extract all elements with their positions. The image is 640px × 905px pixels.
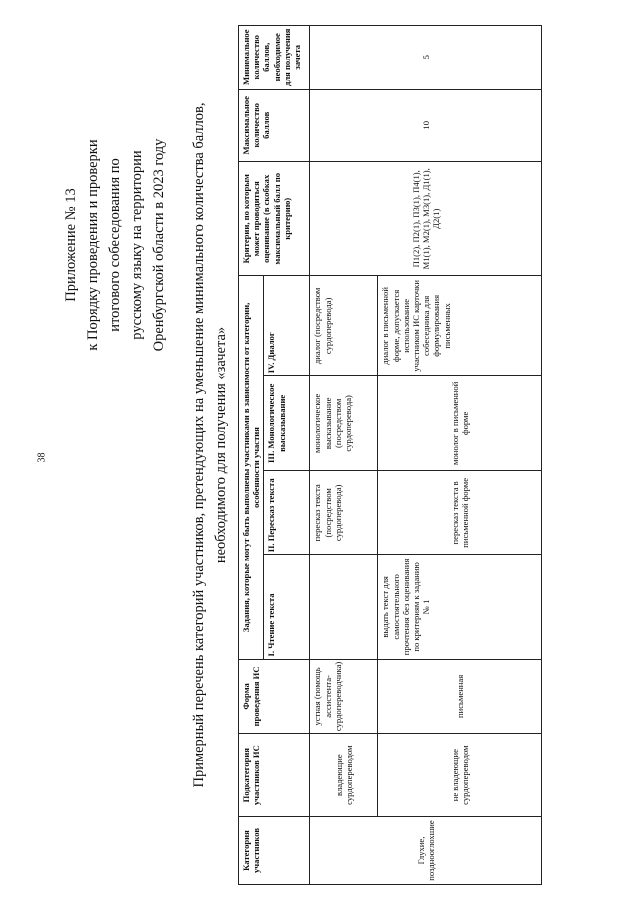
appendix-line: Приложение № 13 — [63, 188, 79, 302]
appendix-line: к Порядку проведения и проверки — [85, 139, 101, 351]
task3-cell: монологическое высказывание (посредством сурдоперевода) — [310, 376, 378, 471]
header-form: Форма проведения ИС — [239, 659, 310, 734]
appendix-line: русскому языку на территории — [129, 150, 145, 340]
header-tasks: Задания, которые могут быть выполнены участниками в зависимости от категории, особенности участия — [239, 276, 264, 659]
header-max-score: Максимальное количество баллов — [239, 89, 310, 162]
task2-cell: пересказ текста в письменной форме — [378, 471, 542, 555]
header-criteria: Критерии, по которым может проводиться оценивание (в скобках максимальный балл по критерию) — [239, 162, 310, 276]
header-task-4: IV. Диалог — [264, 276, 310, 376]
max-score-cell: 10 — [310, 89, 542, 162]
task2-cell: пересказ текста (посредством сурдоперевода) — [310, 471, 378, 555]
header-row-1 — [239, 26, 264, 885]
header-category: Категория участников — [239, 817, 310, 885]
appendix-header — [60, 80, 170, 410]
task1-cell — [310, 555, 378, 659]
table-row — [310, 26, 378, 885]
task1-cell: выдать текст для самостоятельного прочтения без оценивания по критериям к заданию № 1 — [378, 555, 542, 659]
title-line: необходимого для получения «зачета» — [213, 326, 229, 564]
appendix-line: Оренбургской области в 2023 году — [151, 138, 167, 352]
category-cell: Глухие, позднооглохшие — [310, 817, 542, 885]
task4-cell: диалог (посредством сурдоперевода) — [310, 276, 378, 376]
header-task-1: I. Чтение текста — [264, 555, 310, 659]
criteria-cell: П1(2), П2(1), П3(1), П4(1), М1(1), М2(1), М3(1), Д1(1), Д2(1) — [310, 162, 542, 276]
header-task-2: II. Пересказ текста — [264, 471, 310, 555]
document-title — [188, 25, 232, 865]
header-subcategory: Подкатегория участников ИС — [239, 734, 310, 817]
categories-table — [238, 25, 542, 885]
header-task-3: III. Монологическое высказывание — [264, 376, 310, 471]
form-cell: письменная — [378, 659, 542, 734]
subcategory-cell: не владеющие сурдопереводом — [378, 734, 542, 817]
subcategory-cell: владеющие сурдопереводом — [310, 734, 378, 817]
header-min-score: Минимальное количество баллов, необходимое для получения зачета — [239, 26, 310, 90]
title-line: Примерный перечень категорий участников, претендующих на уменьшение минимального количества баллов, — [191, 102, 207, 788]
form-cell: устная (помощь ассистента-сурдопереводчика) — [310, 659, 378, 734]
appendix-line: итогового собеседования по — [107, 158, 123, 332]
task3-cell: монолог в письменной форме — [378, 376, 542, 471]
min-score-cell: 5 — [310, 26, 542, 90]
page-number: 38 — [36, 452, 48, 463]
task4-cell: диалог в письменной форме, допускается использование участником ИС карточки собеседника для формулирования письменных — [378, 276, 542, 376]
